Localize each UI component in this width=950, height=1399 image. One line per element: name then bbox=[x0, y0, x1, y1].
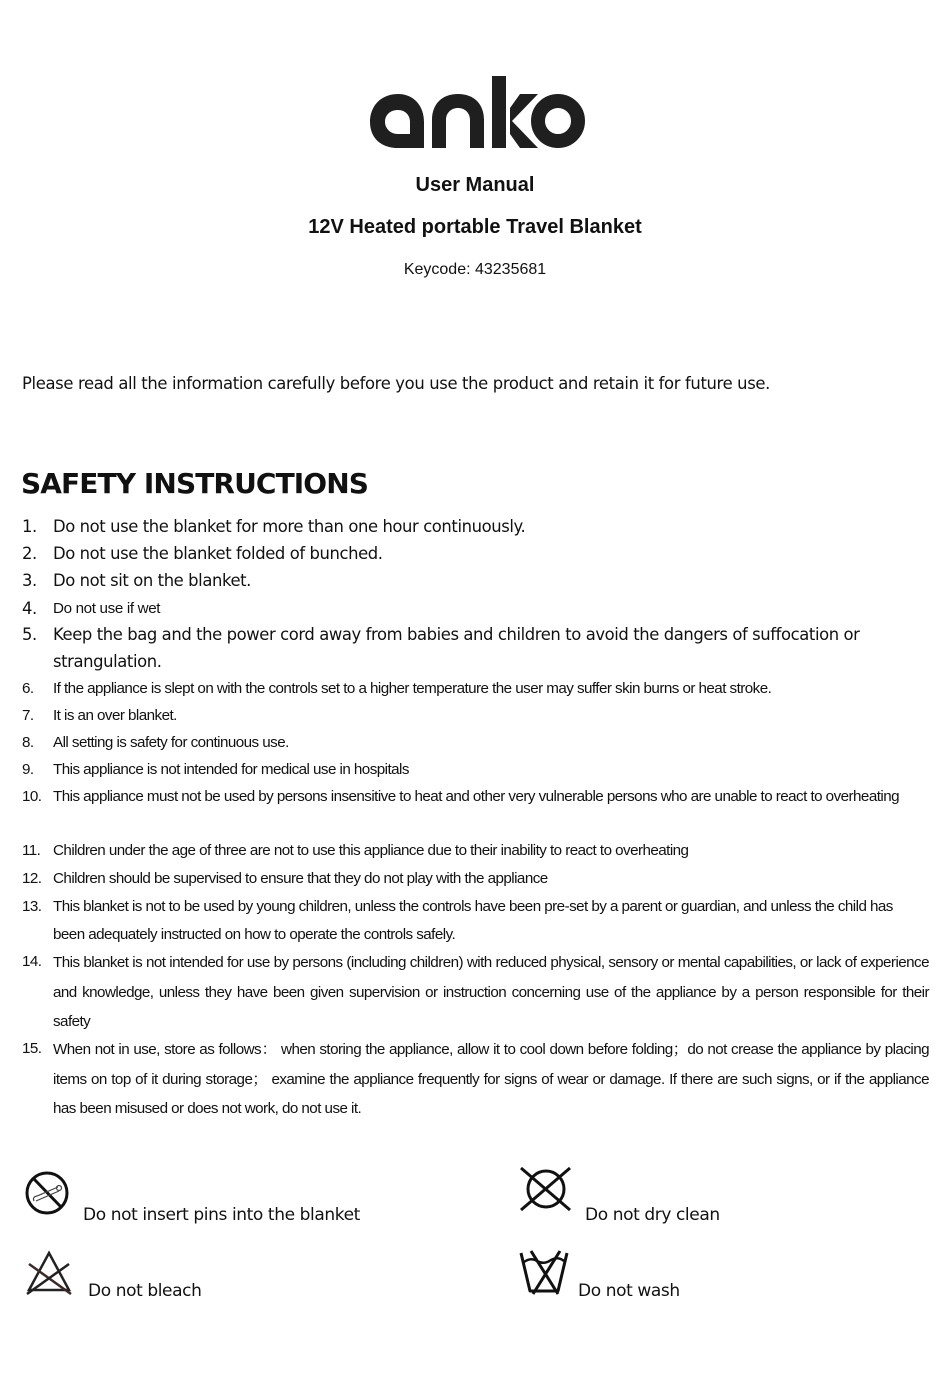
item-number: 7. bbox=[22, 707, 34, 724]
item-text: This appliance is not intended for medical use in hospitals bbox=[53, 761, 409, 778]
no-pins-label: Do not insert pins into the blanket bbox=[83, 1205, 360, 1225]
safety-heading: SAFETY INSTRUCTIONS bbox=[21, 467, 368, 500]
item-number: 1. bbox=[22, 517, 37, 536]
item-number: 3. bbox=[22, 571, 37, 590]
item-text: Do not use the blanket folded of bunched. bbox=[53, 544, 383, 563]
product-name: 12V Heated portable Travel Blanket bbox=[308, 216, 642, 238]
item-number: 11. bbox=[22, 842, 41, 859]
item-number: 12. bbox=[22, 870, 42, 887]
no-wash-icon bbox=[518, 1248, 570, 1296]
item-text: Do not use the blanket for more than one hour continuously. bbox=[53, 517, 526, 536]
item-text: If the appliance is slept on with the controls set to a higher temperature the user may suffer skin burns or heat stroke. bbox=[53, 680, 772, 697]
item-number: 8. bbox=[22, 734, 34, 751]
item-number: 15. bbox=[22, 1040, 42, 1057]
item-text: Children under the age of three are not to use this appliance due to their inability to react to overheating bbox=[53, 842, 689, 859]
item-text: When not in use, store as follows： when storing the appliance, allow it to cool down before folding；do not crease the appliance by placing items on top of it during storage； examine the appliance frequently for signs of wear or damage. If there are such signs, or if the appliance has been misused or does not work, do not use it. bbox=[53, 1041, 929, 1117]
no-bleach-label: Do not bleach bbox=[88, 1281, 202, 1301]
item-text: Do not sit on the blanket. bbox=[53, 571, 251, 590]
item-number: 13. bbox=[22, 898, 42, 915]
item-number: 4. bbox=[22, 599, 37, 618]
no-wash-label: Do not wash bbox=[578, 1281, 680, 1301]
item-text: This appliance must not be used by persons insensitive to heat and other very vulnerable persons who are unable to react to overheating bbox=[53, 788, 899, 805]
no-bleach-icon bbox=[25, 1250, 73, 1296]
item-number: 14. bbox=[22, 953, 42, 970]
item-text: It is an over blanket. bbox=[53, 707, 177, 724]
item-number: 9. bbox=[22, 761, 34, 778]
document-title: User Manual bbox=[415, 174, 535, 196]
item-text: Children should be supervised to ensure that they do not play with the appliance bbox=[53, 870, 548, 887]
item-text: This blanket is not to be used by young children, unless the controls have been pre-set by a parent or guardian, and unless the child has been adequately instructed on how to operate the controls safely. bbox=[53, 898, 893, 943]
item-number: 6. bbox=[22, 680, 34, 697]
keycode: Keycode: 43235681 bbox=[403, 261, 547, 278]
item-number: 2. bbox=[22, 544, 37, 563]
item-text: All setting is safety for continuous use. bbox=[53, 734, 289, 751]
item-number: 10. bbox=[22, 788, 42, 805]
item-text: This blanket is not intended for use by persons (including children) with reduced physical, sensory or mental capabilities, or lack of experience and knowledge, unless they have been given supervision or instruction concerning use of the appliance by a person responsible for their safety bbox=[53, 954, 929, 1030]
item-text: Keep the bag and the power cord away from babies and children to avoid the dangers of suffocation or strangulation. bbox=[53, 625, 860, 671]
anko-logo-icon bbox=[368, 76, 588, 152]
anko-logo bbox=[368, 76, 588, 152]
no-pins-icon bbox=[24, 1170, 70, 1216]
intro-text: Please read all the information carefully before you use the product and retain it for future use. bbox=[22, 374, 771, 393]
item-text: Do not use if wet bbox=[53, 600, 161, 617]
no-dry-clean-label: Do not dry clean bbox=[585, 1205, 720, 1225]
item-number: 5. bbox=[22, 625, 37, 644]
no-dry-clean-icon bbox=[518, 1165, 574, 1213]
